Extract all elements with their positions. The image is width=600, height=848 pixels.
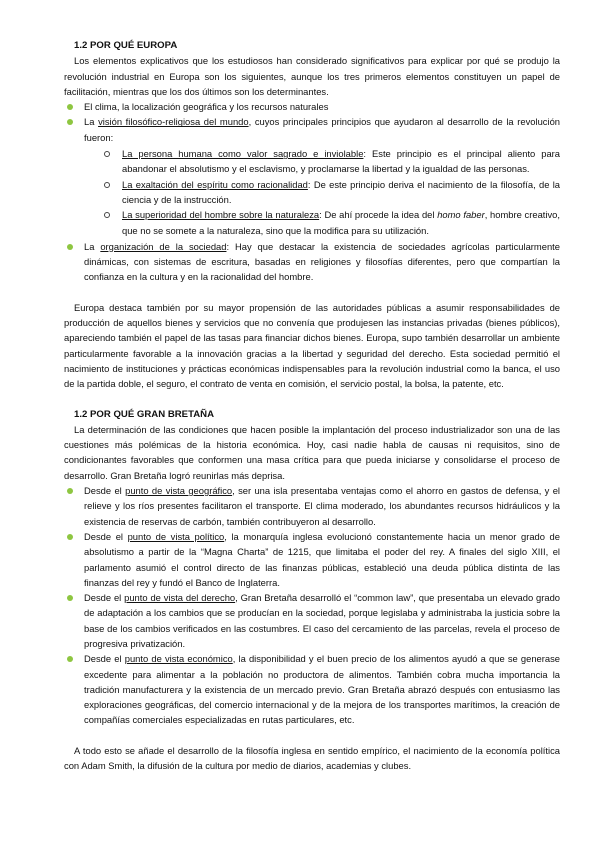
bullet-list-europa — [64, 99, 560, 285]
list-item: Desde el punto de vista económico, la disponibilidad y el buen precio de los alimentos ayudó a que se generase excedente para alimentar a la población no productora de alimentos. También cobra mucha importancia la tradición manufacturera y la existencia de un mercado previo. Gran Bretaña abrazó después con entusiasmo las exploraciones geográficas, del comercio internacional y de la mejora de los transportes marítimos, la creación de compañías comerciales especializadas en rutas particulares, etc. — [64, 651, 560, 727]
underlined-term: punto de vista del derecho — [124, 592, 236, 604]
underlined-term: punto de vista geográfico — [125, 485, 233, 497]
underlined-term: visión filosófico-religiosa del mundo — [98, 116, 249, 128]
underlined-term: organización de la sociedad — [100, 240, 227, 252]
underlined-term: La persona humana como valor sagrado e inviolable — [122, 148, 364, 160]
underlined-term: La exaltación del espíritu como racionalidad — [122, 178, 308, 190]
italic-term: homo faber — [437, 209, 485, 221]
list-item: La superioridad del hombre sobre la naturaleza: De ahí procede la idea del homo faber, hombre creativo, que no se somete a la naturaleza, sino que la modifica para su utilización. — [102, 207, 560, 238]
list-item: Desde el punto de vista político, la monarquía inglesa evolucionó constantemente hacia un menor grado de absolutismo a partir de la “Magna Charta” de 1215, que limitaba el poder del rey. A finales del siglo XIII, el parlamento asumió el control directo de las finanzas públicas, estableció una deuda pública distinta de las finanzas del rey y fundó el Banco de Inglaterra. — [64, 529, 560, 590]
list-item: Desde el punto de vista geográfico, ser una isla presentaba ventajas como el ahorro en gastos de defensa, y el relieve y los ríos presentes facilitaron el transporte. El clima moderado, los abundantes recursos hidráulicos y la existencia de reservas de carbón, también contribuyeron al desarrollo. — [64, 483, 560, 529]
bullet-list-gran-bretana — [64, 483, 560, 728]
spacer — [64, 285, 560, 300]
paragraph-gb-intro: La determinación de las condiciones que hacen posible la implantación del proceso industrializador son una de las cuestiones más polémicas de la historia económica. Hoy, casi nadie habla de causas ni requisitos, sino de condicionantes favorables que conformen una masa crítica para que pueda iniciarse y consolidarse el proceso de desarrollo. Gran Bretaña logró reunirlas más deprisa. — [64, 423, 560, 481]
underlined-term: La superioridad del hombre sobre la naturaleza — [122, 209, 320, 221]
list-item: La exaltación del espíritu como racionalidad: De este principio deriva el nacimiento de la filosofía, de la ciencia y de la instrucción. — [102, 177, 560, 208]
list-item: La organización de la sociedad: Hay que destacar la existencia de sociedades agrícolas particularmente dinámicas, con sistemas de escritura, basadas en religiones y filosofías diferentes, pero que compartían la confianza en la cultura y en la racionalidad del hombre. — [64, 239, 560, 285]
list-item: La persona humana como valor sagrado e inviolable: Este principio es el principal aliento para abandonar el absolutismo y el esclavismo, y proclamarse la libertad y la igualdad de las personas. — [102, 146, 560, 177]
spacer — [64, 728, 560, 743]
list-item: La visión filosófico-religiosa del mundo, cuyos principales principios que ayudaron al desarrollo de la revolución fueron: La persona humana como valor sagrado e inviolable: Este principio es el principal aliento para abandonar el absolutismo y el esclavismo, y proclamarse la libertad y la igualdad de las personas. La exaltación del espíritu como racionalidad: De este principio deriva el nacimiento de la filosofía, de la ciencia y de la instrucción. La superioridad del hombre sobre la naturaleza: De ahí procede la idea del homo faber, hombre creativo, que no se somete a la naturaleza, sino que la modifica para su utilización. — [64, 114, 560, 237]
spacer — [64, 392, 560, 407]
underlined-term: punto de vista económico — [124, 653, 233, 665]
paragraph-gb-2: A todo esto se añade el desarrollo de la filosofía inglesa en sentido empírico, el nacimiento de la economía política con Adam Smith, la difusión de la cultura por medio de diarios, academias y clubes. — [64, 744, 560, 772]
list-item: El clima, la localización geográfica y los recursos naturales — [64, 99, 560, 114]
paragraph-europa-intro: Los elementos explicativos que los estudiosos han considerado significativos para explicar por qué se produjo la revolución industrial en Europa son los siguientes, aunque los tres primeros elementos constituyen un papel de facilitación, mientras que los dos últimos son los determinantes. — [64, 55, 560, 97]
section-title-gran-bretana: 1.2 POR QUÉ GRAN BRETAÑA — [74, 408, 215, 420]
section-title-europa: 1.2 POR QUÉ EUROPA — [74, 40, 178, 51]
sub-list — [102, 146, 560, 238]
underlined-term: punto de vista político — [127, 530, 225, 542]
list-item: Desde el punto de vista del derecho, Gran Bretaña desarrolló el “common law”, que presentaba un elevado grado de adaptación a los cambios que se producían en la sociedad, porque legislaba y administraba la justicia sobre la base de los cambios verificados en las costumbres. El caso del cercamiento de las parcelas, revela el proceso de progresiva privatización. — [64, 590, 560, 651]
paragraph-europa-2: Europa destaca también por su mayor propensión de las autoridades públicas a asumir responsabilidades de producción de aquellos bienes y servicios que no convenía que produjesen las instancias privadas (bienes públicos), apareciendo también el papel de las tasas para financiar dichos bienes. Europa, supo también desarrollar un ambiente particularmente favorable a la innovación gracias a la libertad y seguridad del derecho. Esta sociedad permitió el nacimiento de instituciones y prácticas económicas indispensables para la revolución industrial como la banca, el uso de la partida doble, el seguro, el contrato de venta en comisión, el servicio postal, la bolsa, la patente, etc. — [64, 301, 560, 390]
